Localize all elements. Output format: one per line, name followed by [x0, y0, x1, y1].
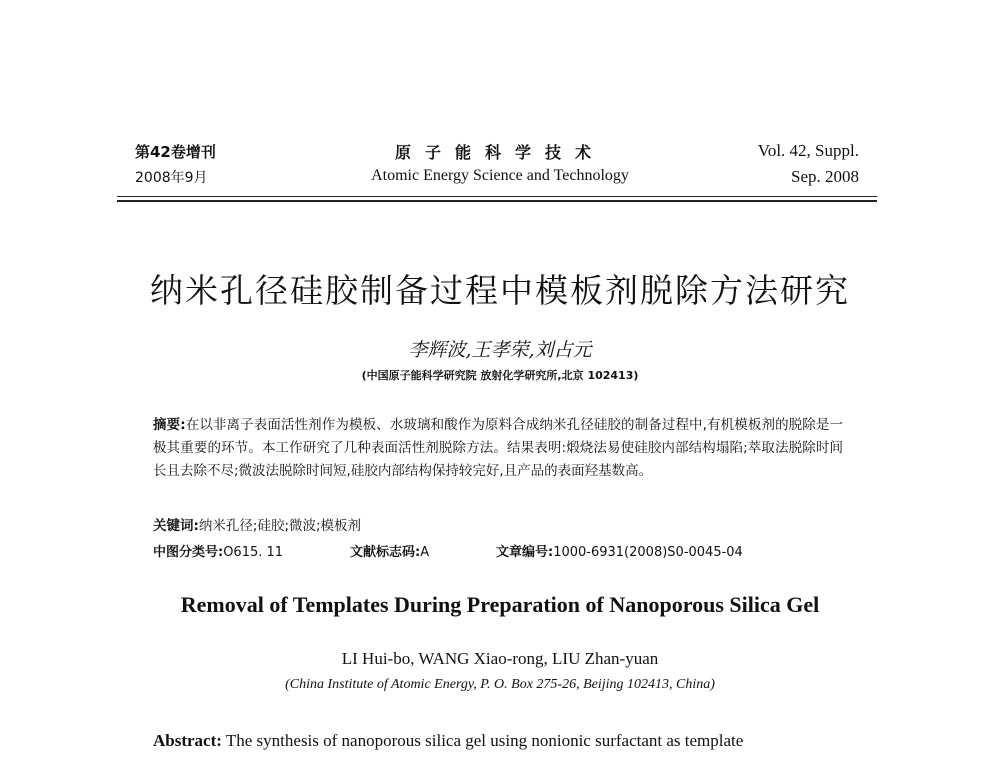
- keywords-label-cn: 关键词:: [153, 518, 199, 534]
- date-cn: 2008年9月: [135, 170, 208, 186]
- clc-value: O615. 11: [223, 545, 284, 560]
- article-title-en: Removal of Templates During Preparation of Nanoporous Silica Gel: [180, 592, 820, 617]
- authors-cn: 李辉波,王孝荣,刘占元: [408, 339, 592, 361]
- affiliation-en: [0, 677, 1000, 693]
- clc-number: [153, 541, 283, 560]
- abstract-text-cn: 在以非离子表面活性剂作为模板、水玻璃和酸作为原料合成纳米孔径硅胶的制备过程中,有机模板剂的脱除是一极其重要的环节。本工作研究了几种表面活性剂脱除方法。结果表明:煅烧法易使硅胶内部结构塌陷;萃取法脱除时间长且去除不尽;微波法脱除时间短,硅胶内部结构保持较完好,且产品的表面羟基数高。: [153, 417, 843, 479]
- keywords-text-cn: 纳米孔径;硅胶;微波;模板剂: [198, 518, 362, 534]
- clc-label: 中图分类号:: [153, 545, 224, 560]
- affiliation-text-en: (China Institute of Atomic Energy, P. O. Box 275-26, Beijing 102413, China): [285, 677, 715, 692]
- header-rule-thin: [117, 196, 877, 197]
- abstract-text-en: The synthesis of nanoporous silica gel using nonionic surfactant as template: [225, 731, 744, 750]
- abstract-label-cn: 摘要:: [153, 417, 186, 433]
- article-id-value: 1000-6931(2008)S0-0045-04: [553, 545, 743, 560]
- volume-cn: 第42卷增刊: [135, 143, 216, 161]
- document-code: [350, 541, 429, 560]
- doc-code-label: 文献标志码:: [350, 545, 421, 560]
- article-id: [496, 541, 743, 560]
- doc-code-value: A: [420, 545, 430, 560]
- keywords-cn: [153, 514, 361, 534]
- article-id-label: 文章编号:: [496, 545, 554, 560]
- authors-en: LI Hui-bo, WANG Xiao-rong, LIU Zhan-yuan: [341, 649, 659, 668]
- article-title-cn: 纳米孔径硅胶制备过程中模板剂脱除方法研究: [150, 271, 850, 310]
- volume-en: Vol. 42, Suppl.: [757, 141, 859, 160]
- affiliation-cn: (中国原子能科学研究院 放射化学研究所,北京 102413): [361, 369, 639, 382]
- journal-title-en: Atomic Energy Science and Technology: [371, 167, 629, 184]
- abstract-cn: [153, 414, 843, 483]
- header-rule-thick: [117, 200, 877, 202]
- journal-title-cn: 原子能科学技术: [394, 143, 605, 162]
- date-en: Sep. 2008: [791, 167, 859, 186]
- abstract-label-en: Abstract:: [153, 731, 222, 750]
- abstract-en: [153, 728, 845, 754]
